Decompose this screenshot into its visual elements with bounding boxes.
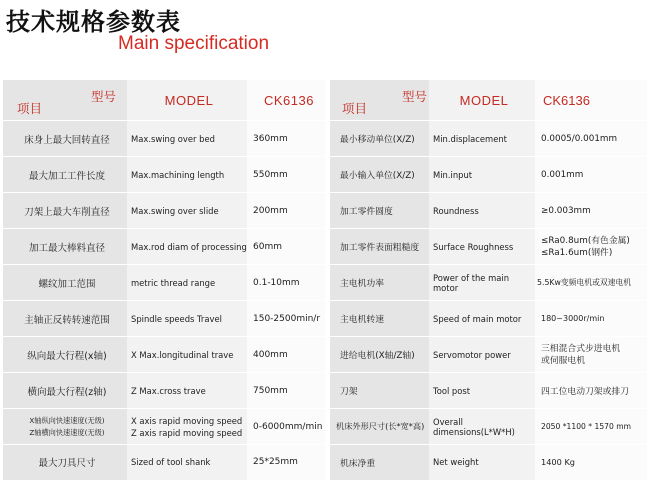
table-row bbox=[3, 157, 647, 193]
param-value-2 bbox=[535, 229, 647, 265]
table-row bbox=[3, 301, 647, 337]
param-value: 400mm bbox=[247, 337, 325, 373]
header-model-cn-label: 型号 bbox=[91, 89, 117, 104]
param-cn-2: 最小输入单位(X/Z) bbox=[329, 157, 429, 193]
param-value-line: ≤Ra1.6um(钢件) bbox=[541, 247, 613, 258]
param-en: Spindle speeds Travel bbox=[127, 301, 247, 337]
header-model-label: MODEL bbox=[127, 80, 247, 121]
table-row bbox=[3, 265, 647, 301]
param-cn: 刀架上最大车削直径 bbox=[3, 193, 127, 229]
param-en: Max.swing over slide bbox=[127, 193, 247, 229]
param-value-2: 0.0005/0.001mm bbox=[535, 121, 647, 157]
title-english: Main specification bbox=[118, 33, 270, 54]
param-value: 150-2500min/r bbox=[247, 301, 325, 337]
table-row bbox=[3, 229, 647, 265]
header-item-label-2: 项目 bbox=[342, 101, 368, 116]
header-item-cell bbox=[3, 80, 127, 121]
param-cn: 主轴正反转转速范围 bbox=[3, 301, 127, 337]
param-value: 360mm bbox=[247, 121, 325, 157]
param-en-2: Min.displacement bbox=[429, 121, 535, 157]
param-cn-2: 加工零件表面粗糙度 bbox=[329, 229, 429, 265]
param-en-2: Surface Roughness bbox=[429, 229, 535, 265]
header-model-cn-label-2: 型号 bbox=[402, 89, 428, 104]
param-value: 0.1-10mm bbox=[247, 265, 325, 301]
param-value-2: 2050 *1100 * 1570 mm bbox=[535, 409, 647, 445]
param-cn: 螺纹加工范围 bbox=[3, 265, 127, 301]
param-value: 550mm bbox=[247, 157, 325, 193]
param-en-2: Overall dimensions(L*W*H) bbox=[429, 409, 535, 445]
param-value-line: ≤Ra0.8um(有色金属) bbox=[541, 235, 630, 246]
table-row bbox=[3, 121, 647, 157]
param-value-2: 180~3000r/min bbox=[535, 301, 647, 337]
header-ck-label: CK6136 bbox=[247, 80, 325, 121]
param-cn-2: 最小移动单位(X/Z) bbox=[329, 121, 429, 157]
header-ck-label-2: CK6136 bbox=[535, 80, 647, 121]
param-value-2: 1400 Kg bbox=[535, 445, 647, 480]
header-item-cell-2 bbox=[329, 80, 429, 121]
header-model-label-2: MODEL bbox=[429, 80, 535, 121]
title-chinese: 技术规格参数表 bbox=[6, 8, 181, 36]
param-en: Max.machining length bbox=[127, 157, 247, 193]
param-cn: 纵向最大行程(x轴) bbox=[3, 337, 127, 373]
param-value-line: 三相混合式步进电机 bbox=[541, 343, 621, 354]
param-value: 25*25mm bbox=[247, 445, 325, 480]
param-en: Z Max.cross trave bbox=[127, 373, 247, 409]
param-cn-line: Z轴横向快速速度(无级) bbox=[29, 427, 105, 437]
param-en-2: Net weight bbox=[429, 445, 535, 480]
param-en-2: Servomotor power bbox=[429, 337, 535, 373]
param-cn-2: 加工零件圆度 bbox=[329, 193, 429, 229]
param-cn: 床身上最大回转直径 bbox=[3, 121, 127, 157]
header-item-label: 项目 bbox=[17, 101, 43, 116]
param-cn-2: 进给电机(X轴/Z轴) bbox=[329, 337, 429, 373]
param-en-2: Tool post bbox=[429, 373, 535, 409]
param-en: Max.swing over bed bbox=[127, 121, 247, 157]
param-en-2: Min.input bbox=[429, 157, 535, 193]
param-en-2: Power of the main motor bbox=[429, 265, 535, 301]
table-row bbox=[3, 445, 647, 480]
param-value-2 bbox=[535, 337, 647, 373]
table-row bbox=[3, 337, 647, 373]
param-cn bbox=[3, 409, 127, 445]
param-value: 0-6000mm/min bbox=[247, 409, 325, 445]
param-value: 750mm bbox=[247, 373, 325, 409]
param-en-2: Roundness bbox=[429, 193, 535, 229]
param-en: Max.rod diam of processing bbox=[127, 229, 247, 265]
param-cn: 加工最大棒料直径 bbox=[3, 229, 127, 265]
table-header-row bbox=[3, 80, 647, 121]
table-row bbox=[3, 193, 647, 229]
param-cn: 横向最大行程(z轴) bbox=[3, 373, 127, 409]
table-row bbox=[3, 409, 647, 445]
param-cn-2: 主电机转速 bbox=[329, 301, 429, 337]
param-value-2: 0.001mm bbox=[535, 157, 647, 193]
param-en: X Max.longitudinal trave bbox=[127, 337, 247, 373]
param-cn-2: 机床外形尺寸(长*宽*高) bbox=[329, 409, 429, 445]
param-en-line: X axis rapid moving speed bbox=[131, 415, 243, 426]
param-value-2: ≥0.003mm bbox=[535, 193, 647, 229]
param-cn-2: 机床净重 bbox=[329, 445, 429, 480]
param-en-2: Speed of main motor bbox=[429, 301, 535, 337]
param-cn-2: 主电机功率 bbox=[329, 265, 429, 301]
specification-table bbox=[3, 80, 647, 480]
param-value: 60mm bbox=[247, 229, 325, 265]
param-en: metric thread range bbox=[127, 265, 247, 301]
param-cn: 最大刀具尺寸 bbox=[3, 445, 127, 480]
param-value-2: 5.5Kw变频电机或双速电机 bbox=[535, 265, 647, 301]
param-value-2: 四工位电动刀架或排刀 bbox=[535, 373, 647, 409]
param-en-line: Z axis rapid moving speed bbox=[131, 427, 243, 438]
param-cn-2: 刀架 bbox=[329, 373, 429, 409]
param-en bbox=[127, 409, 247, 445]
param-cn-line: X轴纵向快速速度(无级) bbox=[29, 415, 105, 425]
param-en: Sized of tool shank bbox=[127, 445, 247, 480]
param-cn: 最大加工工件长度 bbox=[3, 157, 127, 193]
table-row bbox=[3, 373, 647, 409]
param-value: 200mm bbox=[247, 193, 325, 229]
param-value-line: 或伺服电机 bbox=[541, 355, 585, 366]
